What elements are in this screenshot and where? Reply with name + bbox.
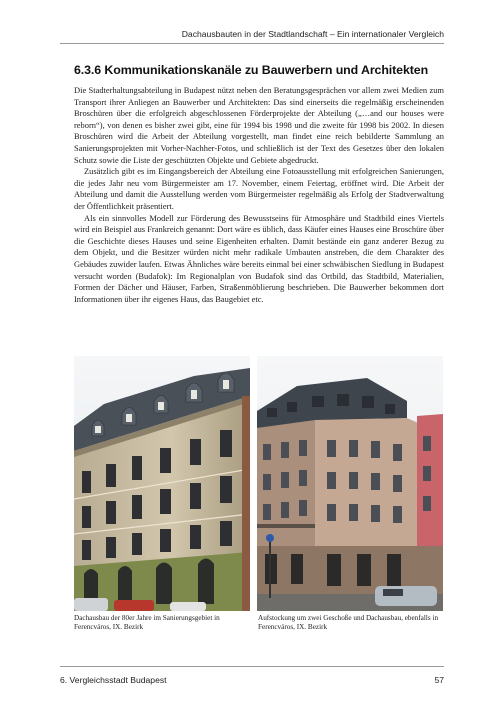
paragraph: Zusätzlich gibt es im Eingangsbereich der Abteilung eine Fotoausstellung mit erfolgreichen Sanierungen, die jedes Jahr neu vom Bürgermeister am 17. November, einem Feiertag, eröffnet wird. Die Arbeit der Abteilung und damit die Ausstellung werden vom Bürgermeister regelmäßig als Erfolg der Stadtverwaltung der Öffentlichkeit präsentiert. (74, 166, 444, 211)
figure-caption-left: Dachausbau der 80er Jahre im Sanierungsgebiet in Ferencváros, IX. Bezirk (74, 614, 220, 632)
building-photo-left (74, 356, 250, 611)
paragraph: Als ein sinnvolles Modell zur Förderung des Bewusstseins für Atmosphäre und Stadtbild eines Viertels wird ein Beispiel aus Frankreich genannt: Dort wäre es üblich, dass Käufer eines Hauses eine Broschüre über die Geschichte dieses Hauses und seine Eigenheiten erhalten. Damit bestände ein ganz anderer Bezug zu dem Objekt, und die Besitzer würden nicht mehr radikale Umbauten anstreben, die dem Charakter des Gebäudes zuwider laufen. Etwas Ähnliches wäre bereits einmal bei einer schwäbischen Siedlung in Budapest versucht worden (Budafok): Im Regionalplan von Budafok sind das Ortbild, das Stadtbild, Materialien, Formen der Dächer und Häuser, Farben, Straßenmöblierung beschrieben. Die Bauwerber bekommen dort Informationen über ihr eigenes Haus, das Baugebiet etc. (74, 212, 444, 304)
section-heading: 6.3.6 Kommunikationskanäle zu Bauwerbern und Architekten (74, 63, 429, 77)
footer-divider (60, 666, 444, 667)
body-text (74, 85, 444, 305)
footer-chapter: 6. Vergleichsstadt Budapest (60, 675, 167, 685)
paragraph: Die Stadterhaltungsabteilung in Budapest nützt neben den Beratungsgesprächen vor allem zwei Medien zum Transport ihrer Anliegen an Bauwerber und Architekten: Das sind einerseits die regelmäßig erscheinenden Broschüren über die erfolgreich abgeschlossenen Förderprojekte der Abteilung („…and our houses were reborn“), von denen es bisher zwei gibt, eine für 1994 bis 1998 und die zweite für 1998 bis 2002. In diesen Broschüren wird die Arbeit der Abteilung vorgestellt, man findet eine reich bebilderte Sammlung an Sanierungsprojekten mit Vorher-Nachher-Fotos, und schließlich ist der Text des Gesetzes über den lokalen Schutz sowie die Liste der geschützten Objekte und Gebiete abgedruckt. (74, 85, 444, 165)
running-header: Dachausbauten in der Stadtlandschaft – Ein internationaler Vergleich (181, 29, 444, 39)
figure-caption-right: Aufstockung um zwei Geschoße und Dachausbau, ebenfalls in Ferencváros, IX. Bezirk (258, 614, 439, 632)
page-number: 57 (434, 675, 444, 685)
header-divider (60, 43, 444, 44)
building-photo-right (257, 356, 443, 611)
